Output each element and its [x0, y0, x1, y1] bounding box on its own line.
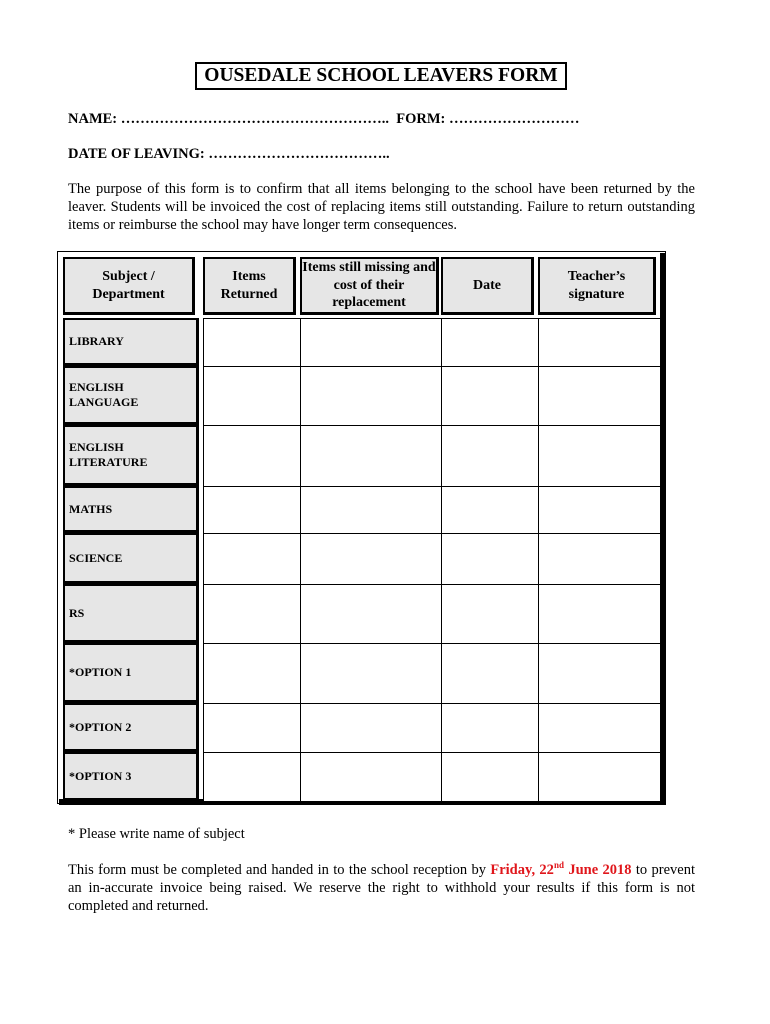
entry-cell[interactable] [441, 703, 539, 753]
header-teacher-signature: Teacher’s signature [538, 257, 656, 315]
entry-cell[interactable] [441, 533, 539, 585]
subject-library: LIBRARY [63, 318, 199, 366]
header-date: Date [441, 257, 534, 315]
closing-after: to prevent an in-accurate invoice being raised. We reserve the right to withhold your results if this form is not completed and returned. [68, 862, 695, 914]
entry-cell[interactable] [538, 584, 661, 644]
intro-paragraph: The purpose of this form is to confirm that all items belonging to the school have been returned by the leaver. Students will be invoiced the cost of replacing items still outstanding. Failure to return outstanding items or reimburse the school may have longer term consequences. [68, 181, 695, 233]
subject-option-1: *OPTION 1 [63, 643, 199, 703]
entry-cell[interactable] [538, 366, 661, 426]
entry-cell[interactable] [441, 643, 539, 704]
form-title: OUSEDALE SCHOOL LEAVERS FORM [195, 62, 567, 90]
footnote: * Please write name of subject [68, 826, 245, 842]
deadline-date: Friday, 22nd June 2018 [490, 860, 632, 878]
entry-cell[interactable] [203, 486, 301, 534]
entry-cell[interactable] [538, 703, 661, 753]
subject-rs: RS [63, 584, 199, 643]
subject-english-literature: ENGLISH LITERATURE [63, 425, 199, 486]
entry-cell[interactable] [538, 533, 661, 585]
entry-cell[interactable] [300, 703, 442, 753]
entry-cell[interactable] [538, 425, 661, 487]
entry-cell[interactable] [538, 643, 661, 704]
header-items-returned: Items Returned [203, 257, 296, 315]
entry-cell[interactable] [203, 425, 301, 487]
entry-cell[interactable] [300, 366, 442, 426]
entry-cell[interactable] [203, 533, 301, 585]
entry-cell[interactable] [538, 486, 661, 534]
entry-cell[interactable] [300, 533, 442, 585]
entry-cell[interactable] [203, 703, 301, 753]
entry-cell[interactable] [538, 752, 661, 802]
entry-cell[interactable] [300, 318, 442, 367]
entry-cell[interactable] [203, 366, 301, 426]
entry-cell[interactable] [300, 752, 442, 802]
entry-cell[interactable] [300, 486, 442, 534]
entry-cell[interactable] [203, 318, 301, 367]
subject-option-2: *OPTION 2 [63, 703, 199, 752]
date-of-leaving-field[interactable]: DATE OF LEAVING: ……………………………….. [68, 146, 390, 162]
subject-maths: MATHS [63, 486, 199, 533]
subject-option-3: *OPTION 3 [63, 752, 199, 801]
entry-cell[interactable] [300, 643, 442, 704]
closing-paragraph [68, 861, 695, 915]
entry-cell[interactable] [441, 486, 539, 534]
closing-before: This form must be completed and handed in to the school reception by [68, 862, 491, 878]
header-items-missing: Items still missing and cost of their replacement [300, 257, 439, 315]
entry-cell[interactable] [441, 425, 539, 487]
entry-cell[interactable] [203, 584, 301, 644]
subject-science: SCIENCE [63, 533, 199, 584]
entry-cell[interactable] [441, 318, 539, 367]
entry-cell[interactable] [538, 318, 661, 367]
entry-cell[interactable] [300, 584, 442, 644]
header-subject: Subject / Department [63, 257, 195, 315]
name-form-field[interactable]: NAME: ……………………………………………….. FORM: ……………………… [68, 111, 580, 127]
entry-cell[interactable] [441, 366, 539, 426]
entry-cell[interactable] [300, 425, 442, 487]
subject-english-language: ENGLISH LANGUAGE [63, 366, 199, 425]
entry-cell[interactable] [441, 584, 539, 644]
entry-cell[interactable] [203, 752, 301, 802]
entry-cell[interactable] [441, 752, 539, 802]
entry-cell[interactable] [203, 643, 301, 704]
